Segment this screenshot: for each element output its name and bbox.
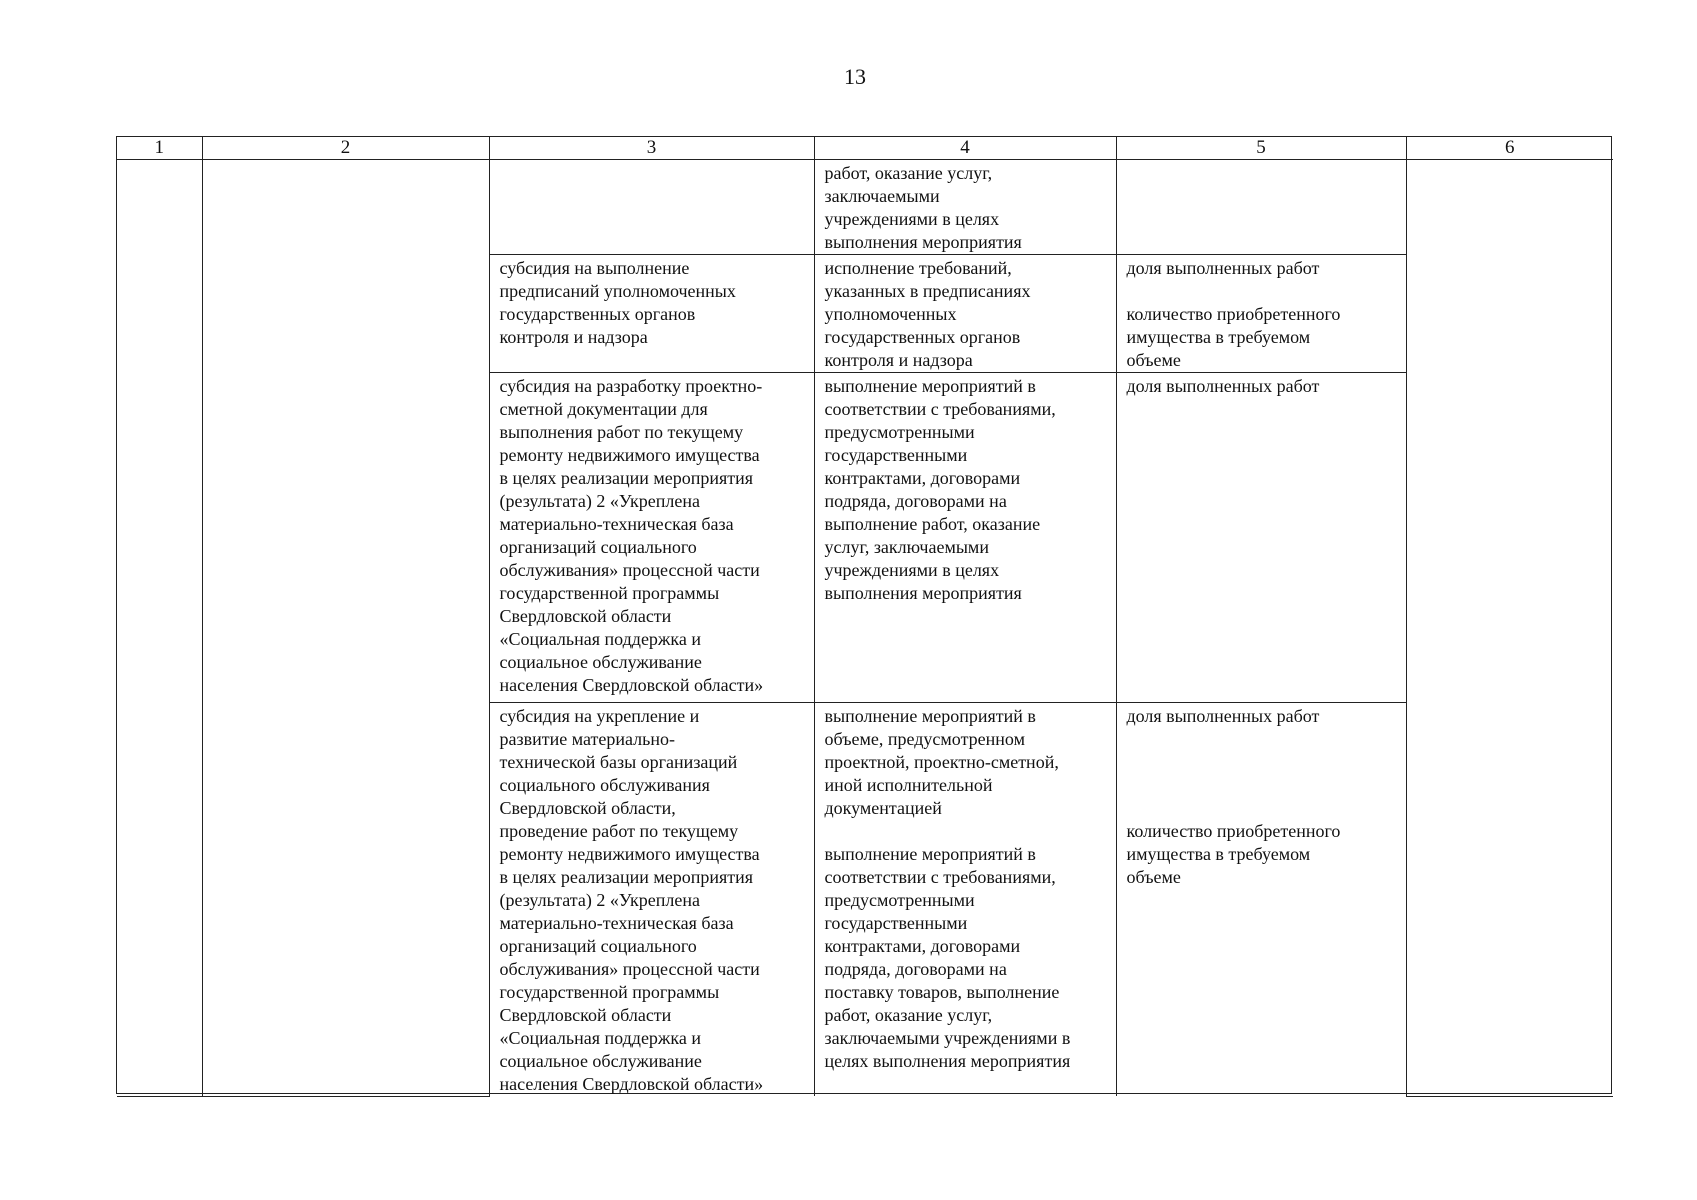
cell-text-line: «Социальная поддержка и — [499, 1028, 701, 1048]
cell-text-line: выполнение мероприятий в — [824, 376, 1036, 396]
cell-col4 — [814, 373, 1116, 703]
cell-col5 — [1116, 373, 1406, 703]
cell-text-line: субсидия на укрепление и — [499, 706, 700, 726]
cell-text-line: организаций социального — [499, 537, 697, 557]
cell-text-line: обслуживания» процессной части — [499, 959, 760, 979]
cell-text-line: количество приобретенного — [1126, 304, 1341, 324]
column-header-4: 4 — [814, 137, 1116, 160]
cell-text-line: выполнения работ по текущему — [499, 422, 744, 442]
cell-text-line: подряда, договорами на — [824, 491, 1007, 511]
cell-text-line: государственной программы — [499, 982, 720, 1002]
column-header-6: 6 — [1406, 137, 1613, 160]
cell-text-line: объеме, предусмотренном — [824, 729, 1025, 749]
cell-text-line: предусмотренными — [824, 890, 975, 910]
cell-text-line: Свердловской области — [499, 1005, 672, 1025]
column-header-5: 5 — [1116, 137, 1406, 160]
cell-text-line: доля выполненных работ — [1126, 258, 1320, 278]
cell-text-line: технической базы организаций — [499, 752, 738, 772]
cell-text-line: выполнение мероприятий в — [824, 706, 1036, 726]
indicator-block — [1127, 303, 1396, 372]
cell-text-line: документацией — [824, 798, 942, 818]
cell-col5 — [1116, 703, 1406, 1097]
cell-text-line: предусмотренными — [824, 422, 975, 442]
column-header-2: 2 — [202, 137, 489, 160]
cell-text-line: «Социальная поддержка и — [499, 629, 701, 649]
cell-col1 — [117, 160, 202, 1097]
cell-text-line: объеме — [1126, 867, 1181, 887]
cell-text-line: материально-техническая база — [499, 913, 734, 933]
cell-text-line: указанных в предписаниях — [824, 281, 1031, 301]
cell-text-line: субсидия на разработку проектно- — [499, 376, 763, 396]
cell-text-line: развитие материально- — [499, 729, 675, 749]
cell-text-line: выполнения мероприятия — [824, 583, 1022, 603]
cell-text-line: контроля и надзора — [499, 327, 648, 347]
cell-col4 — [814, 703, 1116, 1097]
cell-text-line: выполнение работ, оказание — [824, 514, 1041, 534]
cell-text-line: соответствии с требованиями, — [824, 867, 1056, 887]
cell-text-line: сметной документации для — [499, 399, 708, 419]
cell-text-line: контрактами, договорами — [824, 468, 1021, 488]
cell-text-line: населения Свердловской области» — [499, 675, 764, 695]
cell-text-line: Свердловской области, — [499, 798, 676, 818]
cell-text-line: в целях реализации мероприятия — [499, 468, 754, 488]
cell-text-line: проведение работ по текущему — [499, 821, 739, 841]
cell-text-line: иной исполнительной — [824, 775, 993, 795]
cell-col6 — [1406, 160, 1613, 1097]
document-table — [117, 137, 1613, 1097]
cell-text-line: государственных органов — [824, 327, 1021, 347]
cell-text-line: соответствии с требованиями, — [824, 399, 1056, 419]
cell-text-line: Свердловской области — [499, 606, 672, 626]
cell-text-line: предписаний уполномоченных — [499, 281, 736, 301]
cell-text-line: населения Свердловской области» — [499, 1074, 764, 1094]
cell-text-line: выполнения мероприятия — [824, 232, 1022, 252]
cell-col3 — [489, 160, 814, 255]
cell-text-line: государственными — [824, 445, 968, 465]
cell-text-line: в целях реализации мероприятия — [499, 867, 754, 887]
cell-text-line: ремонту недвижимого имущества — [499, 844, 760, 864]
cell-text-line: поставку товаров, выполнение — [824, 982, 1060, 1002]
cell-text-line: работ, оказание услуг, — [824, 1005, 993, 1025]
cell-text-line: государственными — [824, 913, 968, 933]
cell-text-line: (результата) 2 «Укреплена — [499, 491, 700, 511]
cell-text-line: субсидия на выполнение — [499, 258, 690, 278]
cell-text-line: уполномоченных — [824, 304, 957, 324]
cell-text-line: социальное обслуживание — [499, 652, 702, 672]
cell-text-line: обслуживания» процессной части — [499, 560, 760, 580]
condition-block — [825, 843, 1106, 1073]
cell-text-line: государственных органов — [499, 304, 696, 324]
cell-col5 — [1116, 160, 1406, 255]
cell-text-line: (результата) 2 «Укреплена — [499, 890, 700, 910]
cell-text-line: услуг, заключаемыми — [824, 537, 989, 557]
cell-text-line: социального обслуживания — [499, 775, 710, 795]
cell-text-line: материально-техническая база — [499, 514, 734, 534]
cell-text-line: учреждениями в целях — [824, 209, 1000, 229]
cell-text-line: имущества в требуемом — [1126, 327, 1311, 347]
cell-text-line: заключаемыми — [824, 186, 940, 206]
cell-text-line: заключаемыми учреждениями в — [824, 1028, 1071, 1048]
table-row — [117, 160, 1613, 255]
cell-col4 — [814, 160, 1116, 255]
cell-col5 — [1116, 255, 1406, 373]
table-header-row — [117, 137, 1613, 160]
cell-text-line: имущества в требуемом — [1126, 844, 1311, 864]
document-table-frame — [116, 136, 1612, 1094]
cell-text-line: объеме — [1126, 350, 1181, 370]
cell-col4 — [814, 255, 1116, 373]
cell-text-line: проектной, проектно-сметной, — [824, 752, 1059, 772]
cell-text-line: учреждениями в целях — [824, 560, 1000, 580]
cell-text-line: доля выполненных работ — [1126, 376, 1320, 396]
cell-text-line: контроля и надзора — [824, 350, 973, 370]
cell-text-line: доля выполненных работ — [1126, 706, 1320, 726]
cell-text-line: государственной программы — [499, 583, 720, 603]
cell-text-line: социальное обслуживание — [499, 1051, 702, 1071]
cell-text-line: целях выполнения мероприятия — [824, 1051, 1071, 1071]
indicator-block — [1127, 705, 1396, 728]
cell-text-line: подряда, договорами на — [824, 959, 1007, 979]
cell-text-line: организаций социального — [499, 936, 697, 956]
condition-block — [825, 705, 1106, 820]
cell-text-line: ремонту недвижимого имущества — [499, 445, 760, 465]
cell-text-line: контрактами, договорами — [824, 936, 1021, 956]
cell-col3 — [489, 373, 814, 703]
cell-text-line: выполнение мероприятий в — [824, 844, 1036, 864]
column-header-1: 1 — [117, 137, 202, 160]
indicator-block — [1127, 820, 1396, 889]
cell-text-line: работ, оказание услуг, — [824, 163, 993, 183]
cell-text-line: количество приобретенного — [1126, 821, 1341, 841]
cell-text-line: исполнение требований, — [824, 258, 1012, 278]
cell-col2 — [202, 160, 489, 1097]
indicator-block — [1127, 257, 1396, 280]
column-header-3: 3 — [489, 137, 814, 160]
cell-col3 — [489, 703, 814, 1097]
cell-col3 — [489, 255, 814, 373]
page-number: 13 — [844, 64, 866, 89]
